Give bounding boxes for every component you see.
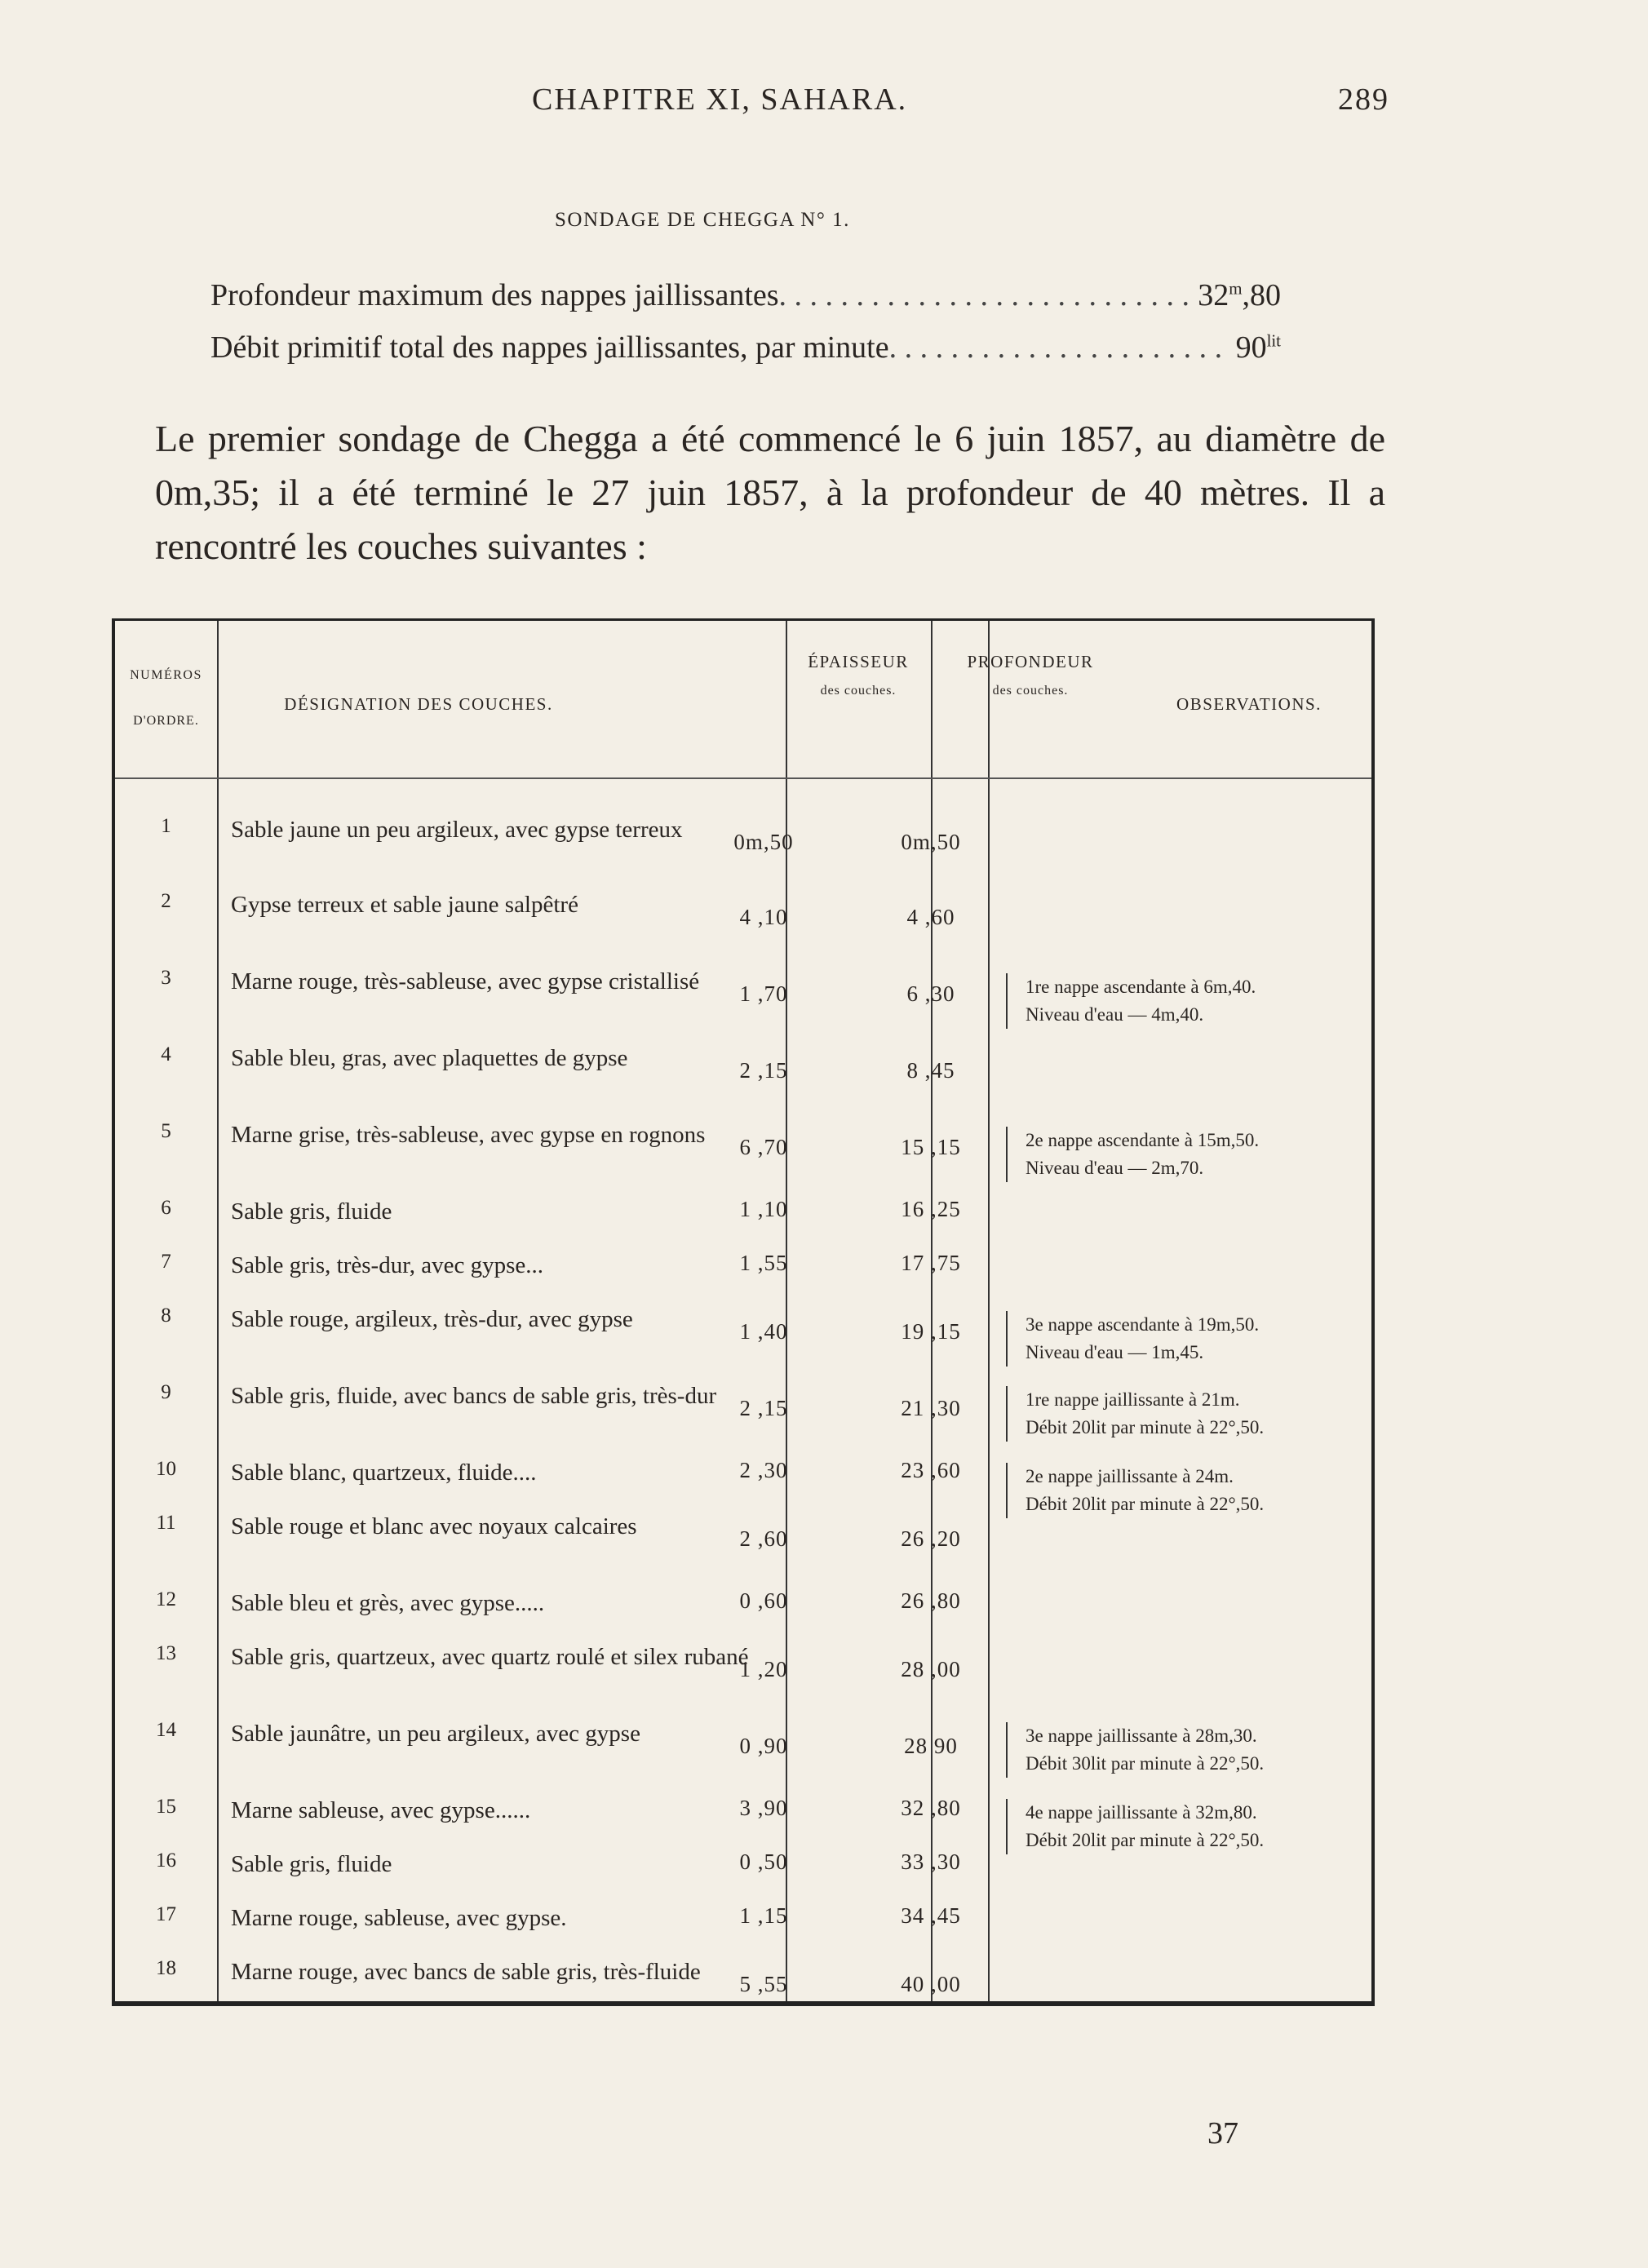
layer-depth: 16 ,25 (901, 1197, 961, 1221)
layer-depth: 26 ,80 (901, 1588, 961, 1613)
summary-value: $90^{lit}$ (1235, 330, 1281, 365)
observation-line1: 2e nappe ascendante à 15m,50. (1026, 1130, 1260, 1150)
observation-line2: Débit 30lit par minute à 22°,50. (1026, 1753, 1265, 1774)
layer-designation: Sable gris, fluide (231, 1851, 392, 1877)
layer-depth: 17 ,75 (901, 1251, 961, 1275)
column-divider (988, 621, 990, 2001)
observation-note (1006, 1311, 1259, 1367)
observation-note (1006, 1386, 1264, 1442)
header-designation: DÉSIGNATION DES COUCHES. (284, 694, 553, 714)
layer-designation: Marne rouge, avec bancs de sable gris, très-fluide (231, 1959, 701, 1985)
layer-depth: 4 ,60 (906, 905, 955, 929)
layer-designation: Marne rouge, très-sableuse, avec gypse cristallisé (231, 968, 700, 994)
observation-note (1006, 1722, 1264, 1778)
row-number: 16 (156, 1849, 176, 1872)
layer-depth: 28 ,00 (901, 1657, 961, 1681)
observation-note (1006, 1799, 1264, 1854)
layer-thickness: 1 ,10 (739, 1197, 788, 1221)
summary-label: Débit primitif total des nappes jaillissantes, par minute (210, 330, 889, 365)
header-epaisseur: ÉPAISSEUR des couches. (808, 652, 909, 698)
summary-label: Profondeur maximum des nappes jaillissantes (210, 278, 779, 312)
row-number: 3 (161, 967, 171, 989)
row-number: 14 (156, 1719, 176, 1741)
layer-designation: Sable jaunâtre, un peu argileux, avec gypse (231, 1721, 640, 1747)
layer-thickness: 1 ,40 (739, 1319, 788, 1344)
leader-dots (889, 330, 1228, 365)
layer-designation: Sable blanc, quartzeux, fluide.... (231, 1460, 537, 1486)
observation-line2: Débit 20lit par minute à 22°,50. (1026, 1830, 1265, 1850)
layer-depth: 32 ,80 (901, 1796, 961, 1820)
layer-designation: Sable gris, fluide (231, 1198, 392, 1225)
layer-designation: Marne rouge, sableuse, avec gypse. (231, 1905, 567, 1931)
layer-designation: Sable jaune un peu argileux, avec gypse terreux (231, 817, 683, 843)
layer-depth: 40 ,00 (901, 1972, 961, 1996)
header-observations: OBSERVATIONS. (1176, 694, 1322, 714)
summary-line (210, 277, 1281, 313)
running-header: CHAPITRE XI, SAHARA. (532, 82, 908, 117)
observation-line1: 1re nappe ascendante à 6m,40. (1026, 977, 1256, 997)
observation-line1: 2e nappe jaillissante à 24m. (1026, 1466, 1234, 1486)
layer-thickness: 2 ,60 (739, 1526, 788, 1551)
layer-depth: 8 ,45 (906, 1058, 955, 1083)
layer-thickness: 0 ,50 (739, 1849, 788, 1874)
summary-value: 32$^m$,80 (1198, 278, 1281, 312)
layer-depth: 6 ,30 (906, 981, 955, 1006)
observation-line2: Débit 20lit par minute à 22°,50. (1026, 1494, 1265, 1514)
observation-line1: 3e nappe jaillissante à 28m,30. (1026, 1725, 1257, 1746)
layer-thickness: 2 ,15 (739, 1396, 788, 1420)
layer-depth: 28 90 (904, 1734, 958, 1758)
row-number: 5 (161, 1120, 171, 1142)
observation-line1: 4e nappe jaillissante à 32m,80. (1026, 1802, 1257, 1823)
column-divider (217, 621, 219, 2001)
observation-note (1006, 1463, 1264, 1518)
layer-designation: Sable rouge et blanc avec noyaux calcaires (231, 1513, 637, 1539)
layer-designation: Sable gris, très-dur, avec gypse... (231, 1252, 543, 1278)
strata-table (112, 618, 1375, 2006)
layer-designation: Sable gris, quartzeux, avec quartz roulé et silex rubané (231, 1644, 749, 1670)
layer-designation: Sable rouge, argileux, très-dur, avec gypse (231, 1306, 633, 1332)
header-profondeur: PROFONDEUR des couches. (967, 652, 1094, 698)
layer-thickness: 4 ,10 (739, 905, 788, 929)
layer-thickness: 1 ,15 (739, 1903, 788, 1928)
row-number: 7 (161, 1251, 171, 1273)
leader-dots (779, 277, 1190, 313)
layer-thickness: 6 ,70 (739, 1135, 788, 1159)
observation-line2: Niveau d'eau — 1m,45. (1026, 1342, 1204, 1362)
layer-designation: Sable bleu, gras, avec plaquettes de gypse (231, 1045, 628, 1071)
header-num: NUMÉROS D'ORDRE. (130, 668, 202, 728)
layer-designation: Sable gris, fluide, avec bancs de sable gris, très-dur (231, 1383, 717, 1409)
layer-depth: 33 ,30 (901, 1849, 961, 1874)
observation-line2: Niveau d'eau — 4m,40. (1026, 1004, 1204, 1025)
layer-designation: Sable bleu et grès, avec gypse..... (231, 1590, 545, 1616)
row-number: 10 (156, 1458, 176, 1480)
layer-depth: 34 ,45 (901, 1903, 961, 1928)
observation-note (1006, 973, 1256, 1029)
row-number: 18 (156, 1957, 176, 1979)
row-number: 1 (161, 815, 171, 837)
layer-designation: Marne sableuse, avec gypse...... (231, 1797, 531, 1823)
page-number: 289 (1338, 82, 1389, 117)
observation-line2: Débit 20lit par minute à 22°,50. (1026, 1417, 1265, 1437)
layer-depth: 26 ,20 (901, 1526, 961, 1551)
row-number: 6 (161, 1197, 171, 1219)
header-separator (115, 777, 1371, 779)
layer-designation: Gypse terreux et sable jaune salpêtré (231, 892, 578, 918)
layer-thickness: 1 ,70 (739, 981, 788, 1006)
row-number: 13 (156, 1642, 176, 1664)
observation-line2: Niveau d'eau — 2m,70. (1026, 1158, 1204, 1178)
layer-thickness: 1 ,20 (739, 1657, 788, 1681)
layer-thickness: 0 ,90 (739, 1734, 788, 1758)
observation-line1: 3e nappe ascendante à 19m,50. (1026, 1314, 1260, 1335)
intro-paragraph: Le premier sondage de Chegga a été commencé le 6 juin 1857, au diamètre de 0m,35; il a été terminé le 27 juin 1857, à la profondeur de 40 mètres. Il a rencontré les couches suivantes : (155, 418, 1385, 567)
row-number: 4 (161, 1043, 171, 1065)
observation-line1: 1re nappe jaillissante à 21m. (1026, 1389, 1240, 1410)
column-divider (931, 621, 933, 2001)
layer-thickness: 3 ,90 (739, 1796, 788, 1820)
layer-thickness: 2 ,15 (739, 1058, 788, 1083)
row-number: 9 (161, 1381, 171, 1403)
row-number: 2 (161, 890, 171, 912)
layer-thickness: 1 ,55 (739, 1251, 788, 1275)
layer-depth: 21 ,30 (901, 1396, 961, 1420)
layer-thickness: 2 ,30 (739, 1458, 788, 1482)
row-number: 12 (156, 1588, 176, 1610)
layer-designation: Marne grise, très-sableuse, avec gypse en rognons (231, 1122, 706, 1148)
layer-thickness: 0m,50 (733, 830, 794, 854)
summary-line (210, 330, 1281, 365)
layer-thickness: 5 ,55 (739, 1972, 788, 1996)
layer-depth: 19 ,15 (901, 1319, 961, 1344)
layer-depth: 23 ,60 (901, 1458, 961, 1482)
row-number: 11 (156, 1512, 176, 1534)
layer-depth: 0m,50 (901, 830, 961, 854)
row-number: 17 (156, 1903, 176, 1925)
layer-thickness: 0 ,60 (739, 1588, 788, 1613)
layer-depth: 15 ,15 (901, 1135, 961, 1159)
observation-note (1006, 1127, 1259, 1182)
row-number: 15 (156, 1796, 176, 1818)
row-number: 8 (161, 1305, 171, 1327)
column-divider (786, 621, 787, 2001)
signature-mark: 37 (1207, 2116, 1238, 2151)
section-title: SONDAGE DE CHEGGA N° 1. (555, 209, 850, 231)
